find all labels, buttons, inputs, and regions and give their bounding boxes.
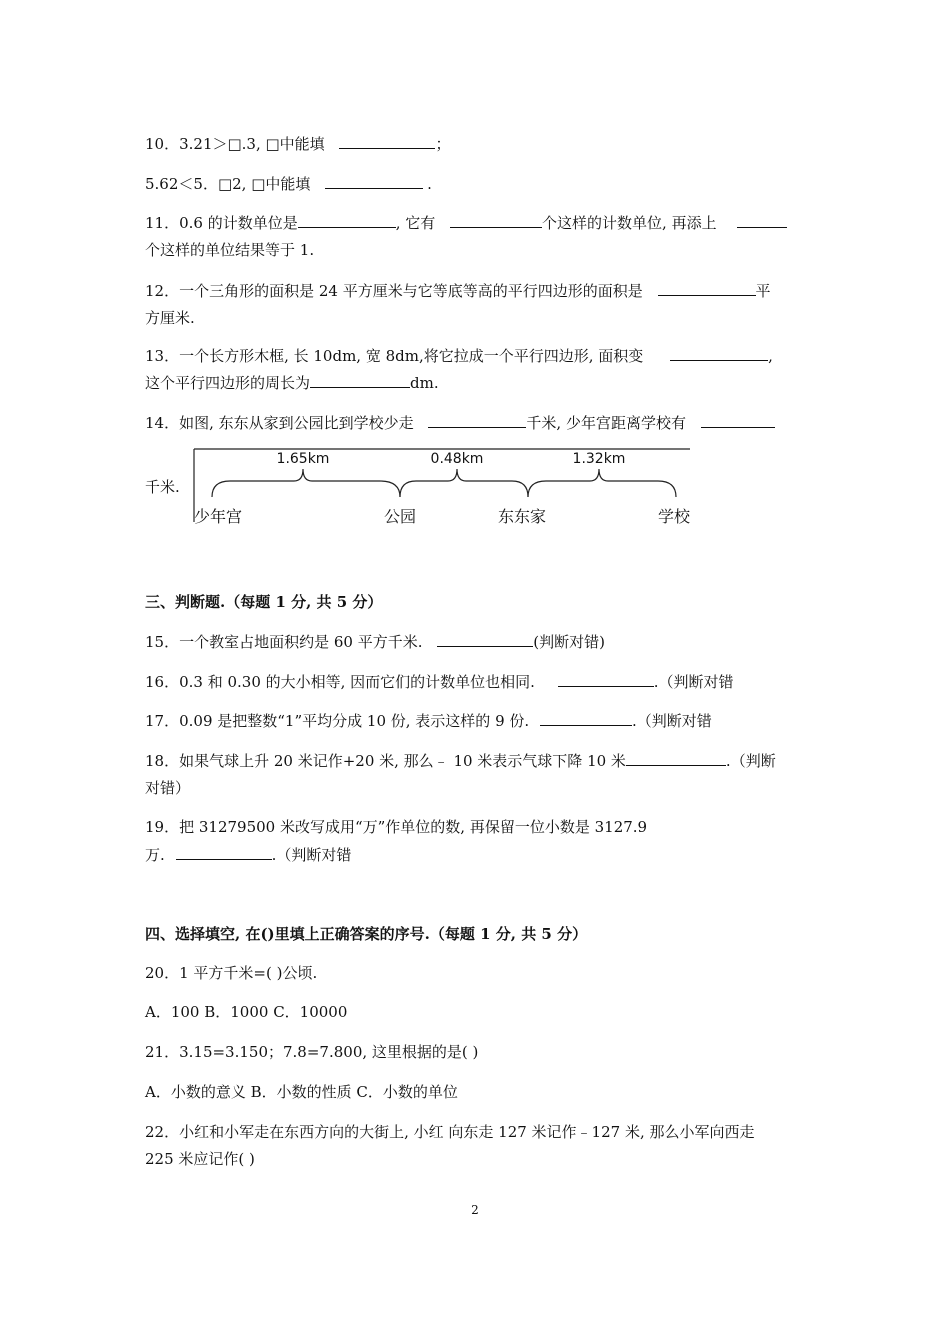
section-3-title: 三、判断题.（每题 1 分, 共 5 分） <box>145 593 383 611</box>
q16-line: 16．0.3 和 0.30 的大小相等, 因而它们的计数单位也相同. .（判断对错 <box>145 673 734 691</box>
q20-options: A．100 B．1000 C．10000 <box>145 1003 348 1021</box>
answer-blank[interactable] <box>670 346 768 361</box>
distance-label-3: 1.32km <box>572 451 626 467</box>
q10-line: 10．3.21＞□.3, □中能填 ； <box>145 135 451 153</box>
answer-blank[interactable] <box>737 213 787 228</box>
q18b-line: 对错） <box>145 779 191 797</box>
answer-blank[interactable] <box>176 845 272 860</box>
q19-line: 19．把 31279500 米改写成用“万”作单位的数, 再保留一位小数是 3127.9 <box>145 818 648 836</box>
answer-blank[interactable] <box>540 711 632 726</box>
answer-blank[interactable] <box>437 632 533 647</box>
answer-blank[interactable] <box>701 413 775 428</box>
brace-2 <box>400 469 528 497</box>
q10b-line: 5.62＜5．□2, □中能填 . <box>145 175 432 193</box>
place-school: 学校 <box>657 507 690 526</box>
brace-3 <box>528 469 676 497</box>
q22-line: 22．小红和小军走在东西方向的大街上, 小红 向东走 127 米记作﹣127 米, 那么小军向西走 <box>145 1123 755 1141</box>
distance-diagram <box>190 447 695 532</box>
place-dongdong-home: 东东家 <box>497 507 547 526</box>
q11b-line: 个这样的单位结果等于 1. <box>145 241 315 259</box>
q21-line: 21．3.15=3.150；7.8=7.800, 这里根据的是( ) <box>145 1043 479 1061</box>
q14b-line: 千米. <box>145 478 180 496</box>
answer-blank[interactable] <box>626 751 726 766</box>
answer-blank[interactable] <box>428 413 526 428</box>
distance-label-2: 0.48km <box>430 451 484 467</box>
q15-line: 15．一个教室占地面积约是 60 平方千米. (判断对错) <box>145 633 605 651</box>
page-number: 2 <box>471 1203 479 1217</box>
q22b-line: 225 米应记作( ) <box>145 1150 255 1168</box>
q14-line: 14．如图, 东东从家到公园比到学校少走 千米, 少年宫距离学校有 <box>145 413 775 433</box>
distance-label-1: 1.65km <box>276 451 330 467</box>
answer-blank[interactable] <box>310 373 410 388</box>
q21-options: A．小数的意义 B．小数的性质 C．小数的单位 <box>145 1083 458 1101</box>
brace-1 <box>212 469 400 497</box>
q18-line: 18．如果气球上升 20 米记作+20 米, 那么﹣ 10 米表示气球下降 10 米 .（判断 <box>145 752 776 770</box>
q12-line: 12．一个三角形的面积是 24 平方厘米与它等底等高的平行四边形的面积是 平 <box>145 282 771 300</box>
place-youth-palace: 少年宫 <box>194 507 243 526</box>
answer-blank[interactable] <box>298 213 396 228</box>
answer-blank[interactable] <box>658 281 756 296</box>
answer-blank[interactable] <box>325 174 423 189</box>
answer-blank[interactable] <box>450 213 542 228</box>
distance-diagram-svg <box>190 447 695 532</box>
section-4-title: 四、选择填空, 在()里填上正确答案的序号.（每题 1 分, 共 5 分） <box>145 925 588 943</box>
q13-line: 13．一个长方形木框, 长 10dm, 宽 8dm,将它拉成一个平行四边形, 面积变 , <box>145 347 773 365</box>
q20-line: 20．1 平方千米=( )公顷. <box>145 964 318 982</box>
answer-blank[interactable] <box>558 672 654 687</box>
q19b-line: 万. .（判断对错 <box>145 846 352 864</box>
answer-blank[interactable] <box>339 134 435 149</box>
q11-line: 11．0.6 的计数单位是 , 它有 个这样的计数单位, 再添上 <box>145 213 787 233</box>
q12b-line: 方厘米. <box>145 309 195 327</box>
place-park: 公园 <box>383 507 417 526</box>
q13b-line: 这个平行四边形的周长为 dm. <box>145 374 439 392</box>
q17-line: 17．0.09 是把整数“1”平均分成 10 份, 表示这样的 9 份. .（判断对错 <box>145 712 712 730</box>
